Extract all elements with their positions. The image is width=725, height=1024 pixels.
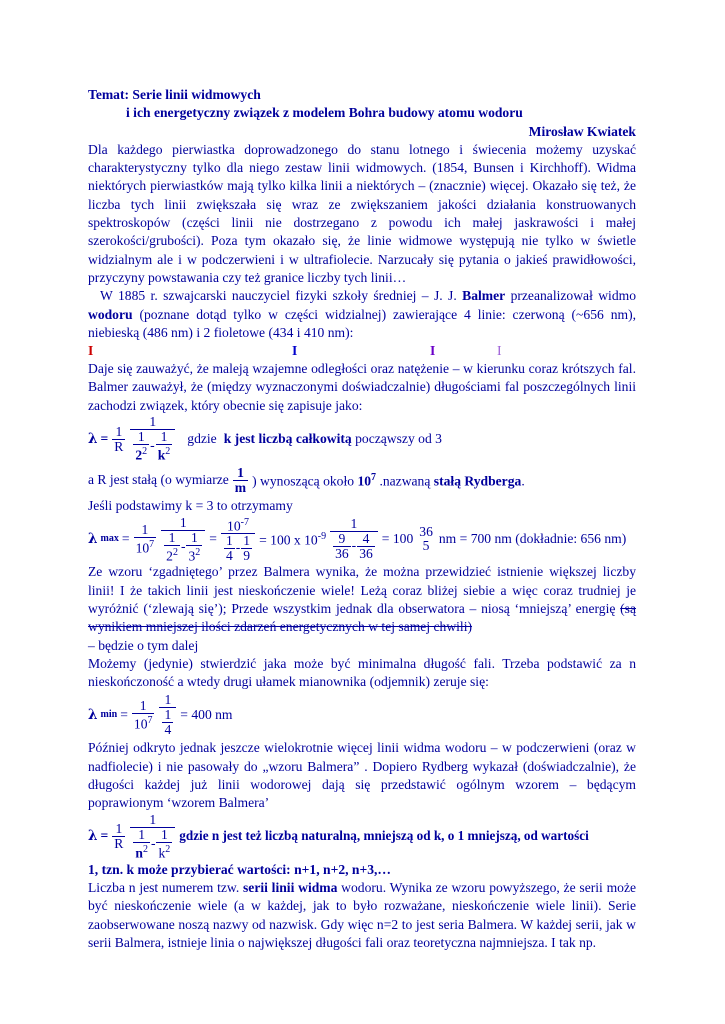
document-subtitle: i ich energetyczny związek z modelem Bohra budowy atomu wodoru — [126, 105, 523, 121]
paragraph-series: Liczba n jest numerem tzw. serii linii widma wodoru. Wynika ze wzoru powyższego, że serii może być nieskończenie wiele (a w każdej, jak to było rozważane, nieskończenie wiele linii). Serie zaobserwowane noszą nazwy od nazwisk. Gdy więc n=2 to jest seria Balmera. W każdej serii, jak w serii Balmera, istnieje linia o największej długości fali oraz teoretyczna najmniejsza. I tak np. — [88, 879, 637, 950]
spectral-lines-sketch — [88, 342, 636, 360]
formula-balmer: λ = $\frac{1}{R}$ 1 $\frac{1}{2^2}$ - $\frac{1}{k^2}$ gdzie k jest liczbą całkowitą począwszy od 3 — [88, 414, 442, 463]
paragraph-prediction: Ze wzoru ‘zgadniętego’ przez Balmera wynika, że można przewidzieć istnienie większej liczby linii! I że takich linii jest nieskończenie wiele! Leżą coraz bliżej siebie a więc coraz trudniej je wyróżnić (‘zlewają się’); Przede wszystkim jednak dla obserwatora – niosą ‘mniejszą’ energię (są wynikiem mniejszej ilości zdarzeń energetycznych w tej samej chwili) – będzie o tym dalej — [88, 564, 636, 653]
spectral-line-violet-1: I — [430, 343, 436, 359]
paragraph-observation: Daje się zauważyć, że maleją wzajemne odległości oraz natężenie – w kierunku coraz krótszych fal. Balmer zauważył, że (między wyznaczonymi doświadczalnie) długościami fal poszczególnych linii zachodzi związek, który obecnie się zapisuje jako: — [88, 361, 636, 413]
paragraph-rydberg: Później odkryto jednak jeszcze wielokrotnie więcej linii widma wodoru – w podczerwieni (oraz w nadfiolecie) i nie pasowały do „wzoru Balmera” . Dopiero Rydberg wykazał (doświadczalnie), że długości każdej już linii wodorowej dają się przedstawić ogólnym wzorem – będącym poprawionym ‘wzorem Balmera’ — [88, 740, 636, 811]
formula-rydberg: λ = $\frac{1}{R}$ 1 $\frac{1}{n^2}$ - $\frac{1}{k^2}$ gdzie n jest też liczbą naturalną, mniejszą od k, o 1 mniejszą, od wartości — [88, 811, 589, 861]
spectral-line-blue: I — [292, 343, 298, 359]
paragraph-rydberg-constant: a R jest stałą (o wymiarze 1 m ) wynoszącą około $10^7$ .nazwaną stałą Rydberga. — [88, 464, 525, 495]
document-title: Temat: Serie linii widmowych — [88, 87, 261, 102]
paragraph-minimum: Możemy (jedynie) stwierdzić jaka może być minimalna długość fali. Trzeba podstawić za n nieskończoność a wtedy drugi ułamek mianownika (odjemnik) zeruje się: — [88, 655, 636, 690]
document-author: Mirosław Kwiatek — [528, 123, 636, 139]
document-page — [88, 86, 636, 952]
paragraph-k-values: 1, tzn. k może przybierać wartości: n+1, n+2, n+3,… — [88, 861, 392, 877]
formula-lambda-max: λ max = $\frac{1}{10^7}$ 1 $\frac{1}{2^2}$ - $\frac{1}{3^2}$ = $10^{-7}$ $\frac{1}{4}$ - $\frac{1}{9}$ = 100 x $10^{-9}$ 1 $\frac{9}{36}$ - $\frac{4}{36}$ = 100 36 5 nm = 700 nm (dokładnie: 656 nm) — [88, 514, 627, 564]
spectral-line-violet-2: I — [497, 343, 502, 359]
paragraph-intro: Dla każdego pierwiastka doprowadzonego do stanu lotnego i świecenia możemy uzyskać charakterystyczny tylko dla niego zestaw linii widmowych. (1854, Bunsen i Kirchhoff). Widma niektórych pierwiastków mają tylko kilka linii a niektórych – (znacznie) więcej. Okazało się też, że liczba tych linii zwiększała się wraz ze zwiększaniem jakości działania konstruowanych spektroskopów (części linii nie dostrzegano z powodu ich małej jaskrawości i małej szerokości/grubości). Poza tym okazało się, że linie widmowe występują nie tylko w świetle widzialnym ale i w podczerwieni i w ultrafiolecie. Narzucały się pytania o jakieś prawidłowości, przyczyny powstawania czy też granice liczby tych linii… — [88, 141, 636, 285]
paragraph-substitute: Jeśli podstawimy k = 3 to otrzymamy — [88, 498, 293, 514]
spectral-line-red: I — [88, 343, 94, 359]
paragraph-balmer: W 1885 r. szwajcarski nauczyciel fizyki szkoły średniej – J. J. Balmer przeanalizował widmo wodoru (poznane dotąd tylko w części widzialnej) zawierające 4 linie: czerwoną (~656 nm), niebieską (486 nm) i 2 fioletowe (434 i 410 nm): — [88, 288, 636, 340]
formula-lambda-min: λ min = $\frac{1}{10^7}$ $\frac{1}{\frac{1}{4}}$ = 400 nm — [88, 692, 233, 738]
